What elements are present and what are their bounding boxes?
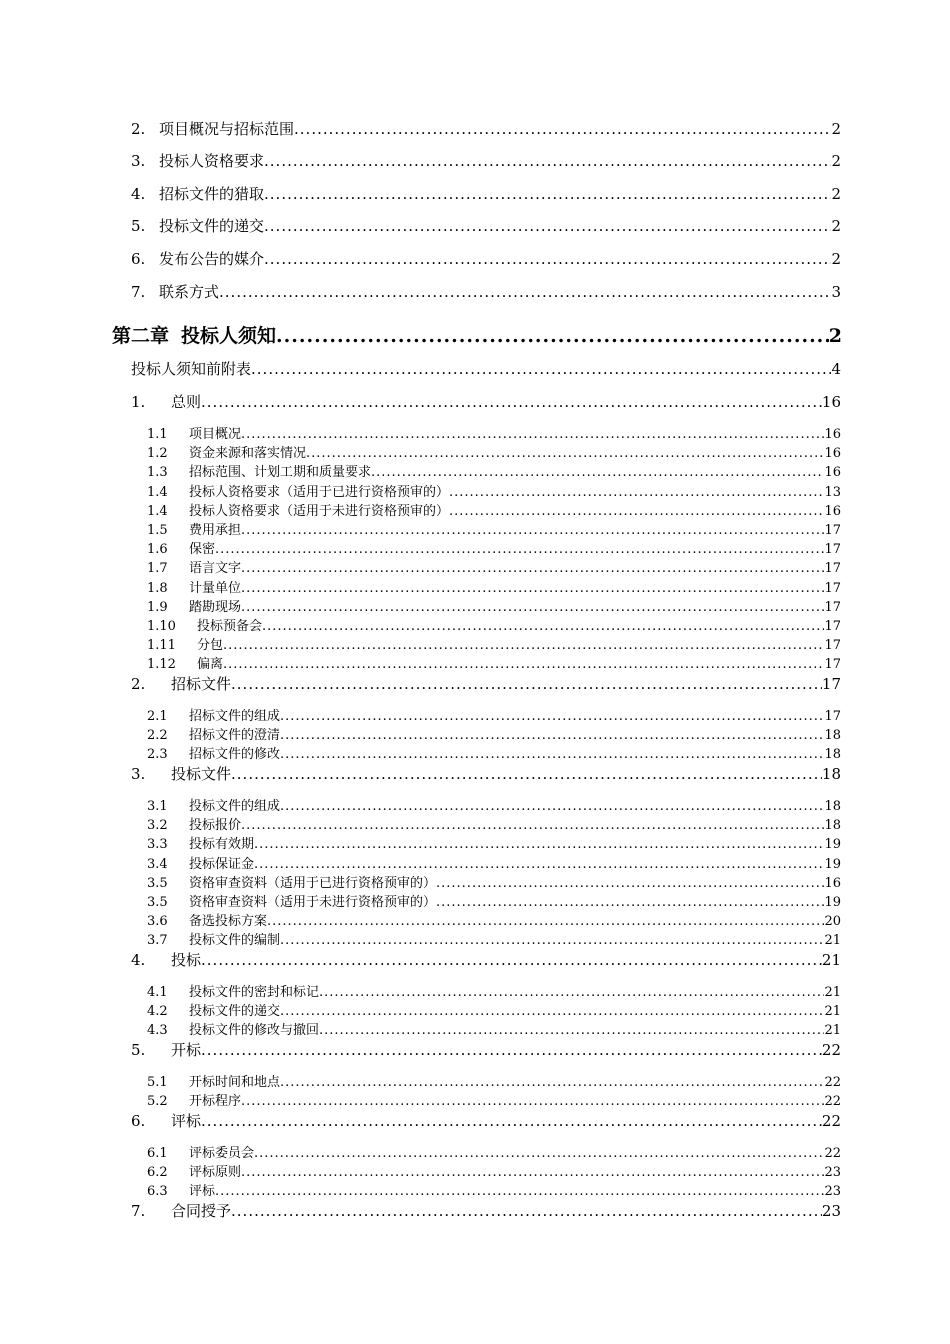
toc-page-number: 22 — [821, 1041, 841, 1059]
toc-entry[interactable] — [131, 1039, 841, 1060]
toc-page-number: 2 — [831, 120, 841, 138]
toc-page-number: 22 — [821, 1112, 841, 1130]
toc-entry[interactable] — [147, 872, 841, 891]
toc-entry-number: 3.5 — [147, 895, 168, 910]
toc-entry[interactable] — [131, 215, 841, 236]
toc-page-number: 16 — [821, 393, 841, 411]
toc-entry-number: 3.1 — [147, 799, 168, 814]
toc-page-number: 16 — [824, 427, 841, 442]
toc-entry-number: 6. — [131, 1112, 146, 1130]
toc-entry[interactable] — [147, 596, 841, 615]
toc-page-number: 17 — [824, 709, 841, 724]
toc-entry-number: 3. — [131, 765, 146, 783]
dot-leader — [215, 1184, 824, 1199]
toc-entry-number: 5. — [131, 217, 146, 235]
dot-leader — [294, 120, 831, 138]
toc-entry-title: 总则 — [171, 393, 202, 411]
toc-page-number: 19 — [824, 837, 841, 852]
toc-entry[interactable] — [131, 150, 841, 171]
toc-page-number: 22 — [824, 1075, 841, 1090]
toc-entry-title: 项目概况 — [189, 427, 242, 442]
dot-leader — [215, 542, 824, 557]
toc-entry-title: 保密 — [189, 542, 216, 557]
dot-leader — [241, 1165, 824, 1180]
toc-page-number: 21 — [821, 951, 841, 969]
toc-page-number: 17 — [824, 523, 841, 538]
dot-leader — [201, 1112, 822, 1130]
toc-entry-title: 发布公告的媒介 — [159, 250, 265, 268]
toc-entry-number: 3.5 — [147, 876, 168, 891]
toc-entry-title: 资金来源和落实情况 — [189, 446, 307, 461]
toc-entry-number: 1. — [131, 393, 146, 411]
toc-entry-title: 投标文件的递交 — [189, 1004, 281, 1019]
dot-leader — [231, 765, 822, 783]
toc-entry-number: 3.7 — [147, 933, 168, 948]
toc-entry-number: 6.3 — [147, 1184, 168, 1199]
toc-page-number: 19 — [824, 857, 841, 872]
toc-entry[interactable] — [147, 705, 841, 724]
toc-entry-title: 评标 — [189, 1184, 216, 1199]
toc-entry[interactable] — [131, 1110, 841, 1131]
toc-page-number: 21 — [824, 985, 841, 1000]
toc-entry[interactable] — [131, 183, 841, 204]
toc-entry-title: 资格审查资料（适用于未进行资格预审的） — [189, 895, 437, 910]
toc-page-number: 16 — [824, 504, 841, 519]
toc-entry[interactable] — [147, 653, 841, 672]
toc-entry-number: 6. — [131, 250, 146, 268]
toc-entry[interactable] — [147, 910, 841, 929]
dot-leader — [280, 799, 824, 814]
dot-leader — [267, 914, 824, 929]
toc-entry-title: 计量单位 — [189, 581, 242, 596]
dot-leader — [223, 657, 824, 672]
dot-leader — [449, 504, 824, 519]
toc-entry-number: 2. — [131, 675, 146, 693]
dot-leader — [241, 600, 824, 615]
toc-entry[interactable] — [147, 500, 841, 519]
toc-entry-number: 4.2 — [147, 1004, 168, 1019]
toc-entry-title: 投标文件的密封和标记 — [189, 985, 320, 1000]
toc-entry-number: 7. — [131, 1202, 146, 1220]
toc-page-number: 21 — [824, 933, 841, 948]
toc-entry-number: 2.2 — [147, 728, 168, 743]
dot-leader — [436, 876, 824, 891]
toc-entry-number: 3.2 — [147, 818, 168, 833]
toc-entry-number: 2. — [131, 120, 146, 138]
toc-entry-title: 投标人资格要求（适用于已进行资格预审的） — [189, 485, 450, 500]
dot-leader — [319, 1023, 824, 1038]
toc-entry[interactable] — [147, 538, 841, 557]
dot-leader — [280, 728, 824, 743]
dot-leader — [264, 152, 831, 170]
toc-page-number: 18 — [824, 747, 841, 762]
toc-entry[interactable] — [147, 1071, 841, 1090]
toc-entry-number: 4. — [131, 951, 146, 969]
dot-leader — [371, 465, 824, 480]
toc-page-number: 17 — [821, 675, 841, 693]
toc-entry[interactable] — [147, 814, 841, 833]
toc-entry[interactable] — [131, 673, 841, 694]
toc-entry[interactable] — [147, 1090, 841, 1109]
toc-entry-number: 1.4 — [147, 504, 168, 519]
toc-entry-number: 1.11 — [147, 638, 176, 653]
toc-entry[interactable] — [147, 577, 841, 596]
dot-leader — [280, 747, 824, 762]
toc-entry[interactable] — [147, 743, 841, 762]
toc-entry-title: 资格审查资料（适用于已进行资格预审的） — [189, 876, 437, 891]
toc-entry-number: 2.3 — [147, 747, 168, 762]
toc-page-number: 16 — [824, 446, 841, 461]
toc-entry[interactable] — [147, 519, 841, 538]
toc-entry[interactable] — [131, 248, 841, 269]
toc-entry[interactable] — [147, 634, 841, 653]
toc-entry[interactable] — [147, 442, 841, 461]
toc-entry-number: 5.1 — [147, 1075, 168, 1090]
dot-leader — [280, 1075, 824, 1090]
toc-page-number: 16 — [824, 876, 841, 891]
toc-entry-title: 评标 — [171, 1112, 202, 1130]
dot-leader — [201, 951, 822, 969]
toc-entry-title: 投标文件的组成 — [189, 799, 281, 814]
dot-leader — [241, 581, 824, 596]
toc-page-number: 3 — [831, 283, 841, 301]
toc-entry-title: 投标文件 — [171, 765, 232, 783]
dot-leader — [254, 1146, 824, 1161]
toc-page-number: 23 — [824, 1165, 841, 1180]
dot-leader — [436, 895, 824, 910]
toc-entry-title: 开标时间和地点 — [189, 1075, 281, 1090]
toc-page-number: 2 — [828, 325, 842, 347]
toc-entry-title: 投标人资格要求 — [159, 152, 265, 170]
toc-entry-number: 1.7 — [147, 561, 168, 576]
toc-entry-number: 4. — [131, 185, 146, 203]
dot-leader — [264, 250, 831, 268]
dot-leader — [280, 709, 824, 724]
toc-entry[interactable] — [147, 891, 841, 910]
toc-entry-number: 1.5 — [147, 523, 168, 538]
toc-entry-number: 1.12 — [147, 657, 176, 672]
toc-entry-number: 3.4 — [147, 857, 168, 872]
toc-entry-title: 备选投标方案 — [189, 914, 268, 929]
toc-entry-title: 投标文件的修改与撤回 — [189, 1023, 320, 1038]
toc-entry-title: 投标人须知 — [181, 325, 277, 347]
dot-leader — [241, 818, 824, 833]
toc-entry-number: 2.1 — [147, 709, 168, 724]
dot-leader — [241, 427, 824, 442]
toc-entry-title: 偏离 — [197, 657, 224, 672]
toc-entry-title: 投标人资格要求（适用于未进行资格预审的） — [189, 504, 450, 519]
toc-entry[interactable] — [147, 481, 841, 500]
toc-entry-number: 1.2 — [147, 446, 168, 461]
toc-entry-title: 联系方式 — [159, 283, 220, 301]
toc-entry-title: 招标范围、计划工期和质量要求 — [189, 465, 372, 480]
toc-page-number: 13 — [824, 485, 841, 500]
toc-entry-number: 4.1 — [147, 985, 168, 1000]
toc-page-number: 2 — [831, 250, 841, 268]
dot-leader — [262, 619, 824, 634]
toc-page-number: 21 — [824, 1004, 841, 1019]
toc-entry-number: 6.1 — [147, 1146, 168, 1161]
toc-entry[interactable] — [147, 1180, 841, 1199]
dot-leader — [254, 857, 824, 872]
toc-entry-title: 费用承担 — [189, 523, 242, 538]
toc-page-number: 18 — [824, 728, 841, 743]
toc-entry-title: 投标有效期 — [189, 837, 255, 852]
dot-leader — [223, 638, 824, 653]
toc-entry-number: 4.3 — [147, 1023, 168, 1038]
toc-entry-number: 3. — [131, 152, 146, 170]
toc-entry-title: 开标程序 — [189, 1094, 242, 1109]
dot-leader — [241, 561, 824, 576]
toc-entry-title: 合同授予 — [171, 1202, 232, 1220]
toc-entry-number: 1.4 — [147, 485, 168, 500]
toc-entry-number: 6.2 — [147, 1165, 168, 1180]
toc-page-number: 20 — [824, 914, 841, 929]
toc-entry-title: 投标文件的编制 — [189, 933, 281, 948]
toc-entry[interactable] — [131, 763, 841, 784]
toc-entry-title: 项目概况与招标范围 — [159, 120, 295, 138]
toc-page-number: 18 — [824, 799, 841, 814]
toc-entry-title: 投标文件的递交 — [159, 217, 265, 235]
toc-entry-title: 招标文件的修改 — [189, 747, 281, 762]
toc-entry[interactable] — [147, 1019, 841, 1038]
toc-page-number: 2 — [831, 185, 841, 203]
dot-leader — [219, 283, 831, 301]
toc-page-number: 23 — [821, 1202, 841, 1220]
toc-entry[interactable] — [131, 391, 841, 412]
toc-entry-title: 分包 — [197, 638, 224, 653]
toc-entry[interactable] — [147, 1142, 841, 1161]
toc-entry-number: 1.3 — [147, 465, 168, 480]
toc-entry[interactable] — [147, 1161, 841, 1180]
toc-entry[interactable] — [131, 1200, 841, 1221]
toc-page-number: 19 — [824, 895, 841, 910]
toc-page-number: 21 — [824, 1023, 841, 1038]
dot-leader — [280, 1004, 824, 1019]
toc-entry-title: 投标报价 — [189, 818, 242, 833]
dot-leader — [264, 217, 831, 235]
toc-entry-number: 1.1 — [147, 427, 168, 442]
toc-page-number: 2 — [831, 152, 841, 170]
toc-entry-title: 招标文件的澄清 — [189, 728, 281, 743]
toc-entry-number: 5.2 — [147, 1094, 168, 1109]
toc-page-number: 17 — [824, 638, 841, 653]
toc-entry-title: 评标原则 — [189, 1165, 242, 1180]
toc-page-number: 2 — [831, 217, 841, 235]
dot-leader — [306, 446, 824, 461]
toc-page-number: 17 — [824, 600, 841, 615]
toc-entry[interactable] — [147, 853, 841, 872]
toc-entry[interactable] — [131, 949, 841, 970]
toc-entry-number: 1.9 — [147, 600, 168, 615]
toc-entry-number: 3.6 — [147, 914, 168, 929]
toc-entry-number: 5. — [131, 1041, 146, 1059]
toc-entry-title: 投标预备会 — [197, 619, 263, 634]
toc-entry-number: 1.8 — [147, 581, 168, 596]
toc-entry[interactable] — [147, 724, 841, 743]
dot-leader — [254, 837, 824, 852]
toc-entry[interactable] — [147, 557, 841, 576]
toc-entry[interactable] — [147, 423, 841, 442]
dot-leader — [280, 933, 824, 948]
toc-entry-title: 评标委员会 — [189, 1146, 255, 1161]
toc-entry-number: 1.10 — [147, 619, 176, 634]
dot-leader — [201, 393, 822, 411]
toc-page-number: 17 — [824, 542, 841, 557]
toc-page-number: 18 — [824, 818, 841, 833]
toc-entry-title: 招标文件的组成 — [189, 709, 281, 724]
toc-entry-number: 7. — [131, 283, 146, 301]
toc-page-number: 17 — [824, 581, 841, 596]
toc-entry-title: 语言文字 — [189, 561, 242, 576]
toc-entry[interactable] — [131, 118, 841, 139]
toc-page-number: 17 — [824, 619, 841, 634]
toc-entry[interactable] — [147, 833, 841, 852]
dot-leader — [251, 360, 831, 378]
toc-entry-number: 第二章 — [112, 325, 170, 347]
toc-page-number: 17 — [824, 657, 841, 672]
toc-entry[interactable] — [131, 281, 841, 302]
dot-leader — [231, 1202, 822, 1220]
toc-entry[interactable] — [147, 461, 841, 480]
toc-entry[interactable] — [147, 929, 841, 948]
toc-entry-title: 踏勘现场 — [189, 600, 242, 615]
dot-leader — [241, 1094, 824, 1109]
toc-entry-number: 3.3 — [147, 837, 168, 852]
toc-page-number: 22 — [824, 1146, 841, 1161]
dot-leader — [241, 523, 824, 538]
toc-entry-title: 投标保证金 — [189, 857, 255, 872]
toc-page-number: 18 — [821, 765, 841, 783]
dot-leader — [276, 325, 829, 347]
toc-page-number: 22 — [824, 1094, 841, 1109]
toc-entry-title: 招标文件 — [171, 675, 232, 693]
toc-entry-title: 投标 — [171, 951, 202, 969]
toc-entry-number: 1.6 — [147, 542, 168, 557]
toc-page-number: 16 — [824, 465, 841, 480]
toc-entry-title: 招标文件的猎取 — [159, 185, 265, 203]
toc-entry-title: 开标 — [171, 1041, 202, 1059]
toc-page-number: 17 — [824, 561, 841, 576]
dot-leader — [319, 985, 824, 1000]
toc-page-number: 4 — [831, 360, 841, 378]
dot-leader — [231, 675, 822, 693]
toc-entry[interactable] — [147, 981, 841, 1000]
toc-entry[interactable] — [131, 358, 841, 379]
dot-leader — [201, 1041, 822, 1059]
toc-entry[interactable] — [147, 1000, 841, 1019]
toc-chapter-entry[interactable] — [112, 321, 842, 348]
dot-leader — [449, 485, 824, 500]
toc-entry[interactable] — [147, 615, 841, 634]
toc-entry[interactable] — [147, 795, 841, 814]
toc-page-number: 23 — [824, 1184, 841, 1199]
toc-entry-title: 投标人须知前附表 — [131, 360, 252, 378]
dot-leader — [264, 185, 831, 203]
